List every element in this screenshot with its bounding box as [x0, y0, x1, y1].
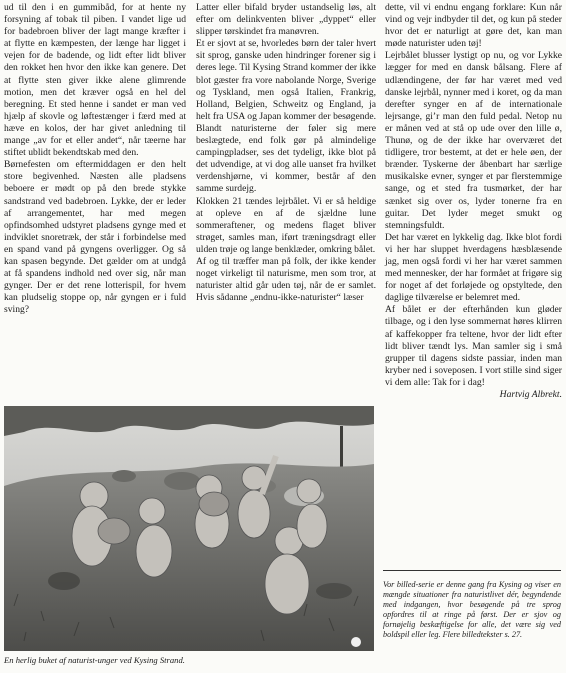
- paragraph: ud til den i en gummibåd, for at hente ny forsyning af tobak til piben. I vandet lige ud for badebroen bliver der lagt mange kræfter i at flytte en kæmpesten, der længe har ligget i vejen for de badende, og lidt efter lidt bliver den rokket hen hvor den ikke kan genere. Det at flytte sten giver ikke alene glimrende motion, men det kræver også en hel del beregning. Et sted henne i sandet er man ved hjælp af skovle og løftestænger i færd med at hæve en kolos, der har givet anledning til mange „av for et eller andet“, når tæerne har stiftet ublidt bekendtskab med den.: [4, 2, 186, 159]
- photo-caption: En herlig buket af naturist-unger ved Kysing Strand.: [4, 655, 185, 665]
- author-signature: Hartvig Albrekt.: [499, 389, 562, 400]
- children-group-photo: [4, 406, 374, 651]
- text-column-left: [4, 2, 186, 316]
- paragraph: Af og til træffer man på folk, der ikke kender noget virkeligt til naturisme, men som tror, at naturister altid går uden tøj, når de er samlet. Hvis sådanne „endnu-ikke-naturister“ læser: [196, 255, 376, 304]
- paragraph: Latter eller bifald bryder ustandselig løs, alt efter om delinkventen bliver „dyppet“ eller slipper tørskindet fra manøvren.: [196, 2, 376, 38]
- side-caption: Vor billed-serie er denne gang fra Kysing og viser en mængde situationer fra naturistlivet dér, begyndende med indgangen, hvor besøgende på tre sprog opfordres til at ringe på først. Der er sjov og fornøjelig beskæftigelse for alle, det være sig ved boldspil eller leg. Flere billedtekster s. 27.: [383, 580, 561, 639]
- paragraph: Det har været en lykkelig dag. Ikke blot fordi vi her har sluppet hverdagens hæsblæsende jag, men også fordi vi her har været sammen med mennesker, der har formået at frigøre sig for noget af det forløjede og opstyltede, den daglige tilværelse er belemret med.: [385, 231, 562, 304]
- paragraph: Lejrbålet blusser lystigt op nu, og vor Lykke lægger for med en dansk bålsang. Flere af udlændingene, der før har været med ved danske lejrbål, nynner med i koret, og da man derefter synger en af de internationale lejrsange, gi’r man den fuld pedal. Netop nu er månen ved at stå op ude over den lille ø, Thunø, og de der ikke har overværet det tidligere, tror bestemt, at det er hele øen, der brænder. Tyskerne der åbenbart har særlige musikalske evner, synger et par flerstemmige sange, og et sted fra tusmørket, der har sænket sig over os, lyder tonerne fra en guitar. Det lyder meget smukt og stemningsfuldt.: [385, 50, 562, 231]
- paragraph: dette, vil vi endnu engang forklare: Kun når vind og vejr indbyder til det, og kun på steder hvor det er naturligt at gøre det, kan man møde naturister uden tøj!: [385, 2, 562, 50]
- text-column-middle: [196, 2, 376, 304]
- text-column-right: [385, 2, 562, 401]
- paragraph: Af bålet er der efterhånden kun gløder tilbage, og i den lyse sommernat høres klirren af kaffekopper fra teltene, hvor der lidt efter lidt bliver tændt lys. Man samler sig i små grupper til dagens sidste passiar, inden man kryber ned i soveposen. I vort stille sind siger vi dem alle: Tak for i dag!: [385, 304, 562, 388]
- paragraph: Et er sjovt at se, hvorledes børn der taler hvert sit sprog, ganske uden hindringer forener sig i deres lege. Til Kysing Strand kommer der ikke blot gæster fra vore nabolande Norge, Sverige og Tyskland, men også Italien, Frankrig, Holland, Belgien, Schweitz og England, ja helt fra USA og Japan kommer der besøgende. Blandt naturisterne der føler sig mere beslægtede, end folk gør på almindelige campingpladser, ses det tydeligt, ikke blot på det udvendige, at vi dog alle uanset fra hvilket verdenshjørne, vi kommer, består af den samme surdejg.: [196, 38, 376, 195]
- paragraph: Børnefesten om eftermiddagen er den helt store begivenhed. Næsten alle pladsens beboere er mødt op på den brede stykke sandstrand ved badebroen. Lykke, der er leder af arrangementet, har med megen opfindsomhed udstyret pladsens gynge med et indviklet snoretræk, der står i forbindelse med en spand vand på gyngens overligger. Og så kan spasen begynde. Det gælder om at undgå at få spandens indhold ned over sig, når man gynger. Der er det rene lotterispil, for hvem kan pludselig stoppe op, når gyngen er i fuld sving?: [4, 159, 186, 316]
- divider: [383, 570, 561, 571]
- paragraph: Klokken 21 tændes lejrbålet. Vi er så heldige at opleve en af de sjældne lune sommeraftener, og medens flaget bliver strøget, samles man, iført træningsdragt eller ulden trøje og lange benklæder, omkring bålet.: [196, 195, 376, 255]
